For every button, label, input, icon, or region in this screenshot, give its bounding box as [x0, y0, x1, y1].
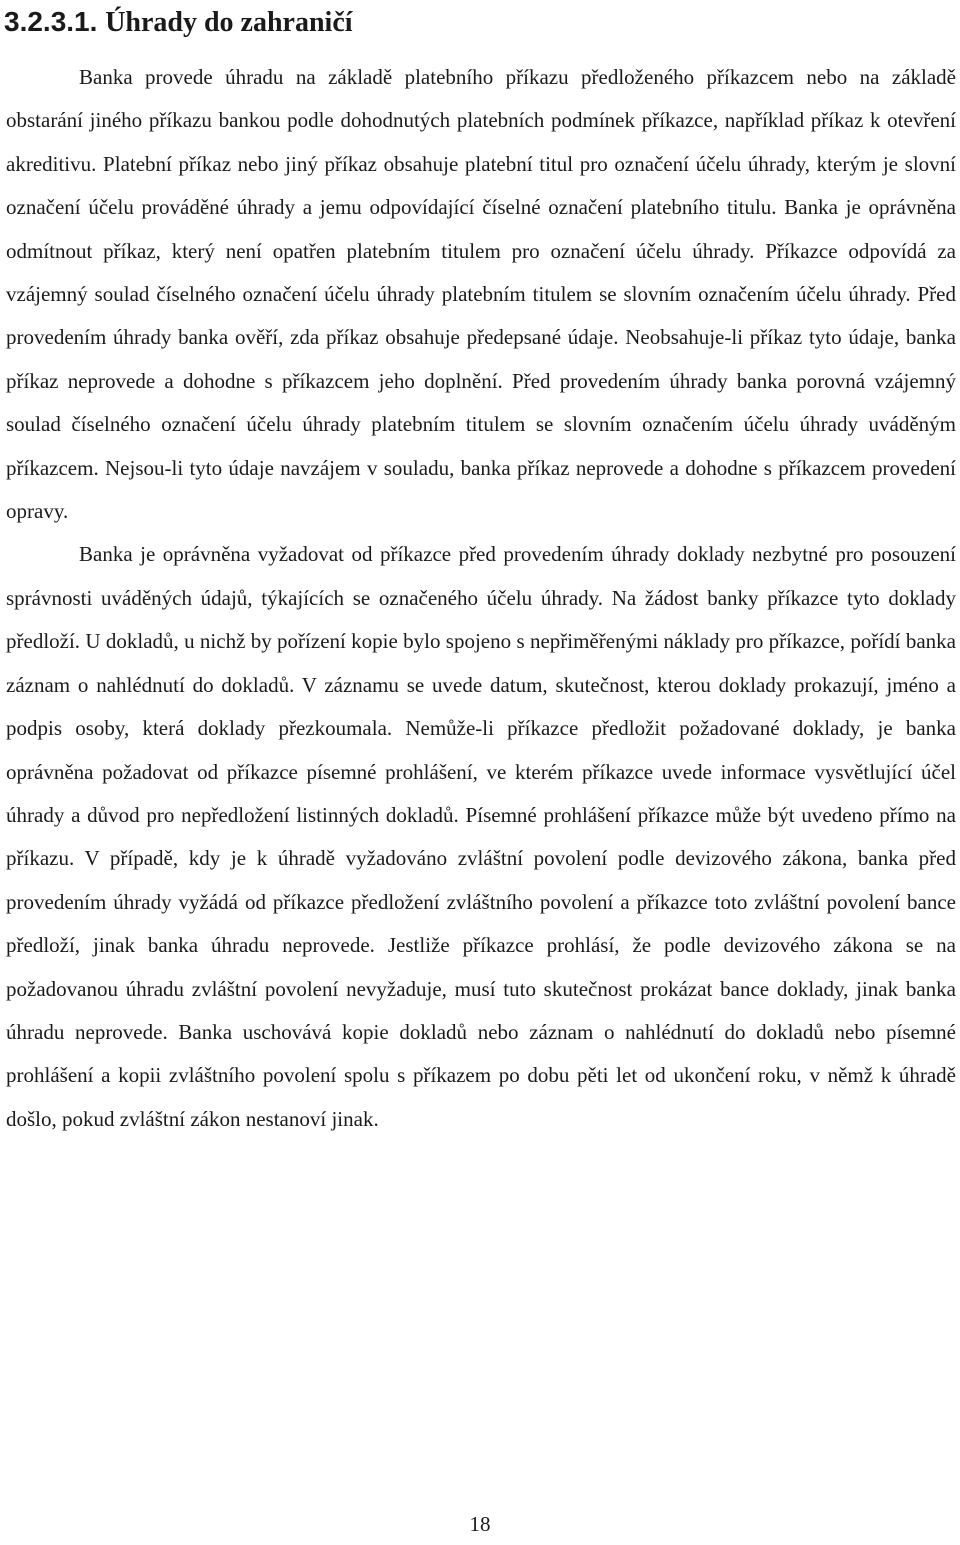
page-number: 18: [469, 1512, 491, 1536]
paragraph-1: Banka provede úhradu na základě platebního příkazu předloženého příkazcem nebo na základě obstarání jiného příkazu bankou podle dohodnutých platebních podmínek příkazce, například příkaz k otevření akreditivu. Platební příkaz nebo jiný příkaz obsahuje platební titul pro označení účelu úhrady, kterým je slovní označení účelu prováděné úhrady a jemu odpovídající číselné označení platebního titulu. Banka je oprávněna odmítnout příkaz, který není opatřen platebním titulem pro označení účelu úhrady. Příkazce odpovídá za vzájemný soulad číselného označení účelu úhrady platebním titulem se slovním označením účelu úhrady. Před provedením úhrady banka ověří, zda příkaz obsahuje předepsané údaje. Neobsahuje-li příkaz tyto údaje, banka příkaz neprovede a dohodne s příkazcem jeho doplnění. Před provedením úhrady banka porovná vzájemný soulad číselného označení účelu úhrady platebním titulem se slovním označením účelu úhrady uváděným příkazcem. Nejsou-li tyto údaje navzájem v souladu, banka příkaz neprovede a dohodne s příkazcem provedení opravy.: [6, 65, 956, 524]
paragraph-2: Banka je oprávněna vyžadovat od příkazce před provedením úhrady doklady nezbytné pro posouzení správnosti uváděných údajů, týkajících se označeného účelu úhrady. Na žádost banky příkazce tyto doklady předloží. U dokladů, u nichž by pořízení kopie bylo spojeno s nepřiměřenými náklady pro příkazce, pořídí banka záznam o nahlédnutí do dokladů. V záznamu se uvede datum, skutečnost, kterou doklady prokazují, jméno a podpis osoby, která doklady přezkoumala. Nemůže-li příkazce předložit požadované doklady, je banka oprávněna požadovat od příkazce písemné prohlášení, ve kterém příkazce uvede informace vysvětlující účel úhrady a důvod pro nepředložení listinných dokladů. Písemné prohlášení příkazce může být uvedeno přímo na příkazu. V případě, kdy je k úhradě vyžadováno zvláštní povolení podle devizového zákona, banka před provedením úhrady vyžádá od příkazce předložení zvláštního povolení a příkazce toto zvláštní povolení bance předloží, jinak banka úhradu neprovede. Jestliže příkazce prohlásí, že podle devizového zákona se na požadovanou úhradu zvláštní povolení nevyžaduje, musí tuto skutečnost prokázat bance doklady, jinak banka úhradu neprovede. Banka uschovává kopie dokladů nebo záznam o nahlédnutí do dokladů nebo písemné prohlášení a kopii zvláštního povolení spolu s příkazem po dobu pěti let od ukončení roku, v němž k úhradě došlo, pokud zvláštní zákon nestanoví jinak.: [6, 542, 956, 1131]
section-heading: [4, 2, 353, 43]
body-text: [6, 56, 956, 1141]
section-number: 3.2.3.1.: [4, 6, 98, 37]
section-title: Úhrady do zahraničí: [105, 7, 353, 38]
